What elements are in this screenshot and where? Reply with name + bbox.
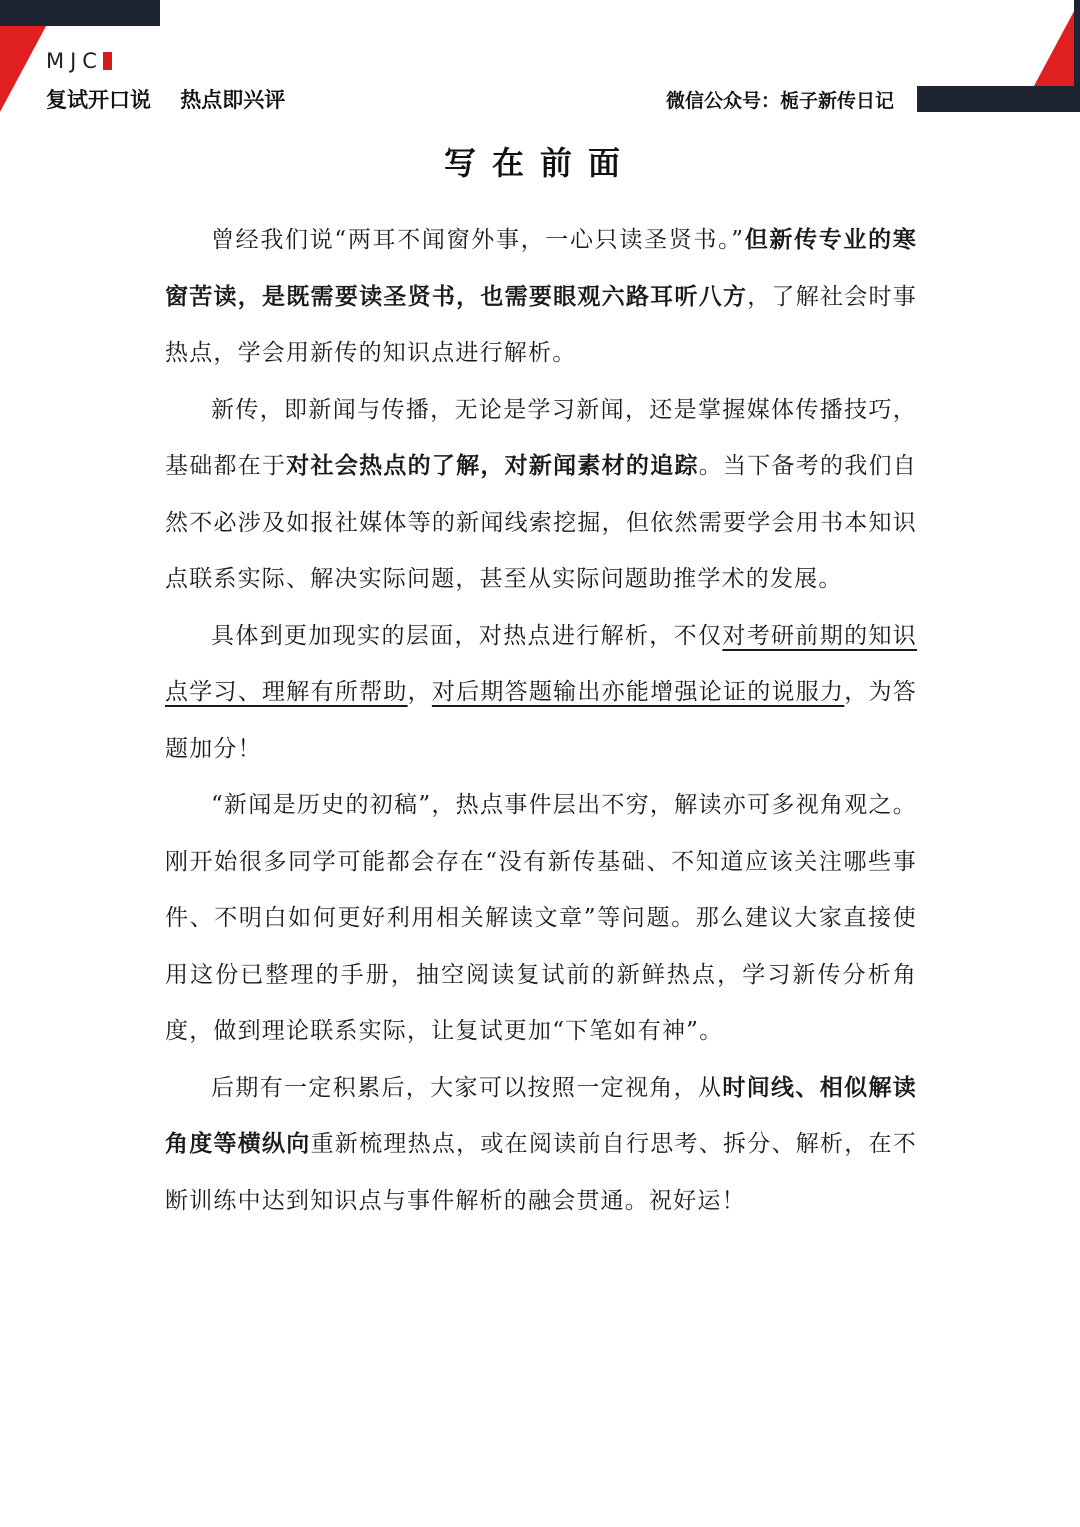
header-navy-bar-left bbox=[0, 0, 160, 26]
body-text bbox=[165, 212, 917, 1229]
text-run: ，为答题加分！ bbox=[165, 679, 918, 762]
paragraph bbox=[165, 212, 917, 382]
bold-text: 但新传专业的寒窗苦读，是既需要读圣贤书，也需要眼观六路耳听八方 bbox=[165, 226, 917, 310]
wechat-account: 微信公众号：栀子新传日记 bbox=[666, 90, 895, 112]
text-run: 。当下备考的我们自然不必涉及如报社媒体等的新闻线索挖掘，但依然需要学会用书本知识点联系实际、解决实际问题，甚至从实际问题助推学术的发展。 bbox=[165, 453, 917, 592]
paragraph bbox=[165, 777, 917, 1060]
text-run: 曾经我们说“两耳不闻窗外事，一心只读圣贤书。” bbox=[211, 227, 745, 253]
paragraph bbox=[165, 382, 917, 608]
text-run: 后期有一定积累后，大家可以按照一定视角，从 bbox=[211, 1074, 723, 1101]
brand-logo bbox=[46, 48, 112, 74]
text-run: 具体到更加现实的层面，对热点进行解析，不仅 bbox=[211, 622, 723, 649]
text-run: ， bbox=[407, 679, 432, 705]
brand-text: MJC bbox=[46, 49, 103, 73]
brand-square-icon bbox=[103, 52, 112, 70]
header-navy-bar-right bbox=[917, 86, 1080, 112]
underlined-text: 对后期答题输出亦能增强论证的说服力 bbox=[431, 679, 845, 705]
header-slogan: 复试开口说 热点即兴评 bbox=[46, 88, 286, 112]
paragraph bbox=[165, 608, 917, 778]
text-run: 重新梳理热点，或在阅读前自行思考、拆分、解析，在不断训练中达到知识点与事件解析的融会贯通。祝好运！ bbox=[165, 1131, 917, 1214]
bold-text: 对社会热点的了解，对新闻素材的追踪 bbox=[286, 452, 699, 479]
text-run: ，了解社会时事热点，学会用新传的知识点进行解析。 bbox=[165, 283, 917, 366]
text-run: “新闻是历史的初稿”，热点事件层出不穷，解读亦可多视角观之。刚开始很多同学可能都会存在“没有新传基础、不知道应该关注哪些事件、不明白如何更好利用相关解读文章”等问题。那么建议大家直接使用这份已整理的手册，抽空阅读复试前的新鲜热点，学习新传分析角度，做到理论联系实际，让复试更加“下笔如有神”。 bbox=[165, 792, 917, 1044]
page-title: 写在前面 bbox=[443, 144, 636, 182]
bold-text: 时间线、相似解读角度等横纵向 bbox=[165, 1073, 917, 1157]
paragraph bbox=[165, 1060, 917, 1230]
text-run: 新传，即新闻与传播，无论是学习新闻，还是掌握媒体传播技巧，基础都在于 bbox=[165, 396, 917, 479]
underlined-text: 对考研前期的知识点学习、理解有所帮助 bbox=[165, 622, 917, 705]
